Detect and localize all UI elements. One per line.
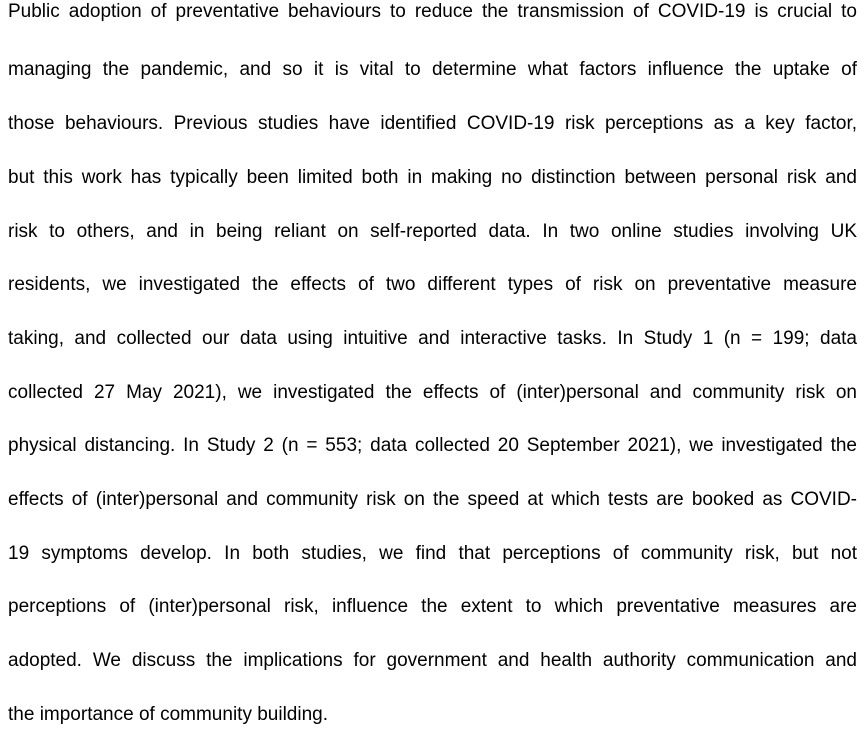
abstract-line: risk to others, and in being reliant on self-reported data. In two online studies involving UK xyxy=(8,221,857,242)
abstract-line: residents, we investigated the effects of two different types of risk on preventative measure xyxy=(8,274,857,295)
abstract-line: those behaviours. Previous studies have identified COVID-19 risk perceptions as a key factor, xyxy=(8,113,857,134)
abstract-line: but this work has typically been limited both in making no distinction between personal risk and xyxy=(8,167,857,188)
abstract-line: Public adoption of preventative behaviours to reduce the transmission of COVID-19 is crucial to xyxy=(8,1,857,22)
abstract-line: adopted. We discuss the implications for government and health authority communication and xyxy=(8,650,857,671)
abstract-line: the importance of community building. xyxy=(8,704,328,725)
abstract-line: collected 27 May 2021), we investigated the effects of (inter)personal and community risk on xyxy=(8,382,857,403)
abstract-line: physical distancing. In Study 2 (n = 553; data collected 20 September 2021), we investigated the xyxy=(8,435,857,456)
abstract-line: taking, and collected our data using intuitive and interactive tasks. In Study 1 (n = 199; data xyxy=(8,328,857,349)
abstract-line: perceptions of (inter)personal risk, influence the extent to which preventative measures are xyxy=(8,596,857,617)
abstract-line: effects of (inter)personal and community risk on the speed at which tests are booked as COVID- xyxy=(8,489,857,510)
abstract-line: 19 symptoms develop. In both studies, we find that perceptions of community risk, but not xyxy=(8,543,857,564)
abstract-line: managing the pandemic, and so it is vital to determine what factors influence the uptake of xyxy=(8,59,857,80)
